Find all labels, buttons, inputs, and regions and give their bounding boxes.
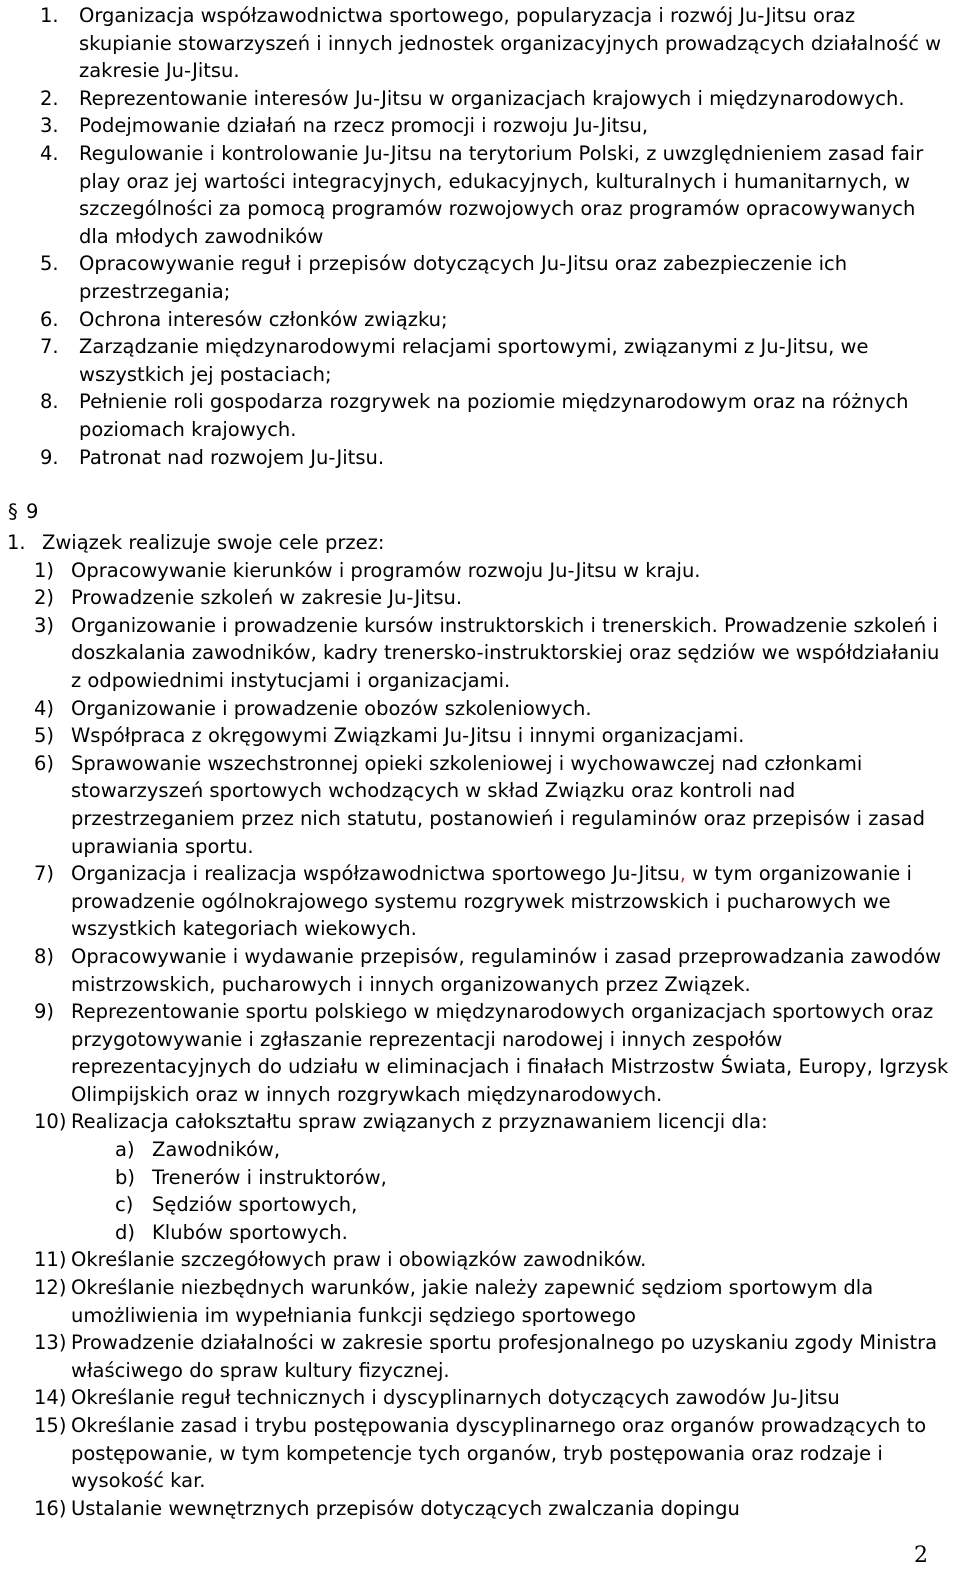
item-text: Organizowanie i prowadzenie obozów szkoleniowych. xyxy=(71,696,592,720)
list-item xyxy=(0,695,960,723)
list-item xyxy=(0,998,960,1108)
item-number: 6) xyxy=(34,751,55,775)
item-text: Prowadzenie szkoleń w zakresie Ju-Jitsu. xyxy=(71,586,463,610)
item-text: Prowadzenie działalności w zakresie sportu profesjonalnego po uzyskaniu zgody Ministra właściwego do spraw kultury fizycznej. xyxy=(71,1331,938,1382)
section-heading xyxy=(8,498,38,526)
item-number: 4. xyxy=(40,141,59,165)
item-number: 11) xyxy=(34,1248,67,1272)
item-number: 8) xyxy=(34,944,55,968)
list-item xyxy=(0,250,960,305)
item-number: 5) xyxy=(34,724,55,748)
item-number: 2) xyxy=(34,586,55,610)
item-text: Ustalanie wewnętrznych przepisów dotyczących zwalczania dopingu xyxy=(71,1496,740,1520)
item-text: Pełnienie roli gospodarza rozgrywek na poziomie międzynarodowym oraz na różnych poziomach krajowych. xyxy=(79,390,909,441)
sub-item-letter: c) xyxy=(115,1193,134,1217)
item-number: 14) xyxy=(34,1386,67,1410)
list-item xyxy=(0,1108,960,1136)
list-item xyxy=(0,85,960,113)
item-number: 4) xyxy=(34,696,55,720)
sub-item-text: Klubów sportowych. xyxy=(152,1220,348,1244)
list-item xyxy=(0,860,960,943)
item-number: 7. xyxy=(40,335,59,359)
item-text: Określanie niezbędnych warunków, jakie należy zapewnić sędziom sportowym dla umożliwienia im wypełniania funkcji sędziego sportowego xyxy=(71,1276,874,1327)
item-text: Sprawowanie wszechstronnej opieki szkoleniowej i wychowawczej nad członkami stowarzyszeń sportowych wchodzących w skład Związku oraz kontroli nad przestrzeganiem przez nich statutu, postanowień i regulaminów oraz przepisów i zasad uprawiania sportu. xyxy=(71,751,925,858)
sub-list-item xyxy=(0,1219,960,1247)
item-text: Ochrona interesów członków związku; xyxy=(79,307,448,331)
list-item xyxy=(0,388,960,443)
list-item xyxy=(0,612,960,695)
item-text: Organizowanie i prowadzenie kursów instruktorskich i trenerskich. Prowadzenie szkoleń i doszkalania zawodników, kadry trenersko-instruktorskiej oraz sędziów we współdziałaniu z odpowiednimi instytucjami i organizacjami. xyxy=(71,613,940,692)
item-number: 9. xyxy=(40,445,59,469)
item-text: Realizacja całokształtu spraw związanych z przyznawaniem licencji dla: xyxy=(71,1110,768,1134)
item-number: 15) xyxy=(34,1414,67,1437)
section-number: 9 xyxy=(26,500,39,523)
list-item xyxy=(0,444,960,472)
item-number: 1) xyxy=(34,558,55,582)
sub-item-letter: b) xyxy=(115,1165,135,1189)
item-text: Reprezentowanie interesów Ju-Jitsu w organizacjach krajowych i międzynarodowych. xyxy=(79,86,905,110)
item-text: Regulowanie i kontrolowanie Ju-Jitsu na terytorium Polski, z uwzględnieniem zasad fair play oraz jej wartości integracyjnych, edukacyjnych, kulturalnych i humanitarnych, w szczególności za pomocą programów rozwojowych oraz programów opracowywanych dla młodych zawodników xyxy=(79,141,924,248)
sub-list-item xyxy=(0,1164,960,1192)
list-item xyxy=(0,943,960,998)
item-text: Opracowywanie kierunków i programów rozwoju Ju-Jitsu w kraju. xyxy=(71,558,701,582)
item-number: 7) xyxy=(34,862,55,886)
item-number: 8. xyxy=(40,390,59,414)
item-text: Opracowywanie i wydawanie przepisów, regulaminów i zasad przeprowadzania zawodów mistrzowskich, pucharowych i innych organizowanych przez Związek. xyxy=(71,944,942,996)
list-item xyxy=(0,750,960,860)
list-item xyxy=(0,112,960,140)
sub-item-text: Sędziów sportowych, xyxy=(152,1193,358,1217)
list-item xyxy=(0,140,960,250)
item-text-end: w tym organizowanie i prowadzenie ogólnokrajowego systemu rozgrywek mistrzowskich i pucharowych we wszystkich kategoriach wiekowych. xyxy=(71,862,912,941)
section-symbol: § xyxy=(8,500,18,523)
item-text: Określanie reguł technicznych i dyscyplinarnych dotyczących zawodów Ju-Jitsu xyxy=(71,1386,840,1410)
lead-text: Związek realizuje swoje cele przez: xyxy=(42,531,385,554)
list-item xyxy=(0,333,960,388)
item-number: 16) xyxy=(34,1496,67,1520)
objectives-list xyxy=(0,2,960,471)
lead-number: 1. xyxy=(7,531,26,554)
item-number: 5. xyxy=(40,252,59,276)
list-item xyxy=(0,306,960,334)
list-item xyxy=(0,2,960,85)
item-number: 9) xyxy=(34,1000,55,1024)
list-item xyxy=(0,1495,960,1523)
sub-item-text: Trenerów i instruktorów, xyxy=(152,1165,387,1189)
item-text: Reprezentowanie sportu polskiego w międzynarodowych organizacjach sportowych oraz przygotowywanie i zgłaszanie reprezentacji narodowej i innych zespołów reprezentacyjnych do udziału w eliminacjach i finałach Mistrzostw Świata, Europy, Igrzysk Olimpijskich oraz w innych rozgrywkach międzynarodowych. xyxy=(71,1000,949,1106)
sub-item-letter: a) xyxy=(115,1138,135,1162)
list-item xyxy=(0,722,960,750)
list-item xyxy=(0,1246,960,1274)
list-item xyxy=(0,1274,960,1329)
item-text-start: Organizacja i realizacja współzawodnictwa sportowego Ju-Jitsu xyxy=(71,862,680,886)
means-list xyxy=(0,529,960,1522)
page-number: 2 xyxy=(914,1543,928,1568)
list-item xyxy=(0,1412,960,1495)
lead-paragraph xyxy=(0,529,960,557)
item-text: Zarządzanie międzynarodowymi relacjami sportowymi, związanymi z Ju-Jitsu, we wszystkich jej postaciach; xyxy=(79,335,869,386)
list-item xyxy=(0,1329,960,1384)
item-number: 3) xyxy=(34,613,55,637)
item-text: Patronat nad rozwojem Ju-Jitsu. xyxy=(79,445,385,469)
sub-list-item xyxy=(0,1191,960,1219)
list-item xyxy=(0,557,960,585)
list-item xyxy=(0,1384,960,1412)
list-item xyxy=(0,584,960,612)
item-text: Opracowywanie reguł i przepisów dotyczących Ju-Jitsu oraz zabezpieczenie ich przestrzegania; xyxy=(79,252,848,303)
sub-item-text: Zawodników, xyxy=(152,1138,281,1162)
item-number: 1. xyxy=(40,4,59,27)
item-text: Podejmowanie działań na rzecz promocji i rozwoju Ju-Jitsu, xyxy=(79,114,649,138)
item-number: 2. xyxy=(40,86,59,110)
item-number: 13) xyxy=(34,1331,67,1355)
item-number: 12) xyxy=(34,1276,67,1300)
item-number: 6. xyxy=(40,307,59,331)
item-text: Organizacja współzawodnictwa sportowego, popularyzacja i rozwój Ju-Jitsu oraz skupianie stowarzyszeń i innych jednostek organizacyjnych prowadzących działalność w zakresie Ju-Jitsu. xyxy=(79,4,942,83)
sub-list-item xyxy=(0,1136,960,1164)
item-text: Określanie zasad i trybu postępowania dyscyplinarnego oraz organów prowadzących to postępowanie, w tym kompetencje tych organów, tryb postępowania oraz rodzaje i wysokość kar. xyxy=(71,1414,927,1493)
item-number: 10) xyxy=(34,1110,67,1134)
item-text: Współpraca z okręgowymi Związkami Ju-Jitsu i innymi organizacjami. xyxy=(71,724,745,748)
item-number: 3. xyxy=(40,114,59,138)
sub-item-letter: d) xyxy=(115,1220,135,1244)
accent-comma: , xyxy=(679,862,686,886)
item-text: Określanie szczegółowych praw i obowiązków zawodników. xyxy=(71,1248,647,1272)
